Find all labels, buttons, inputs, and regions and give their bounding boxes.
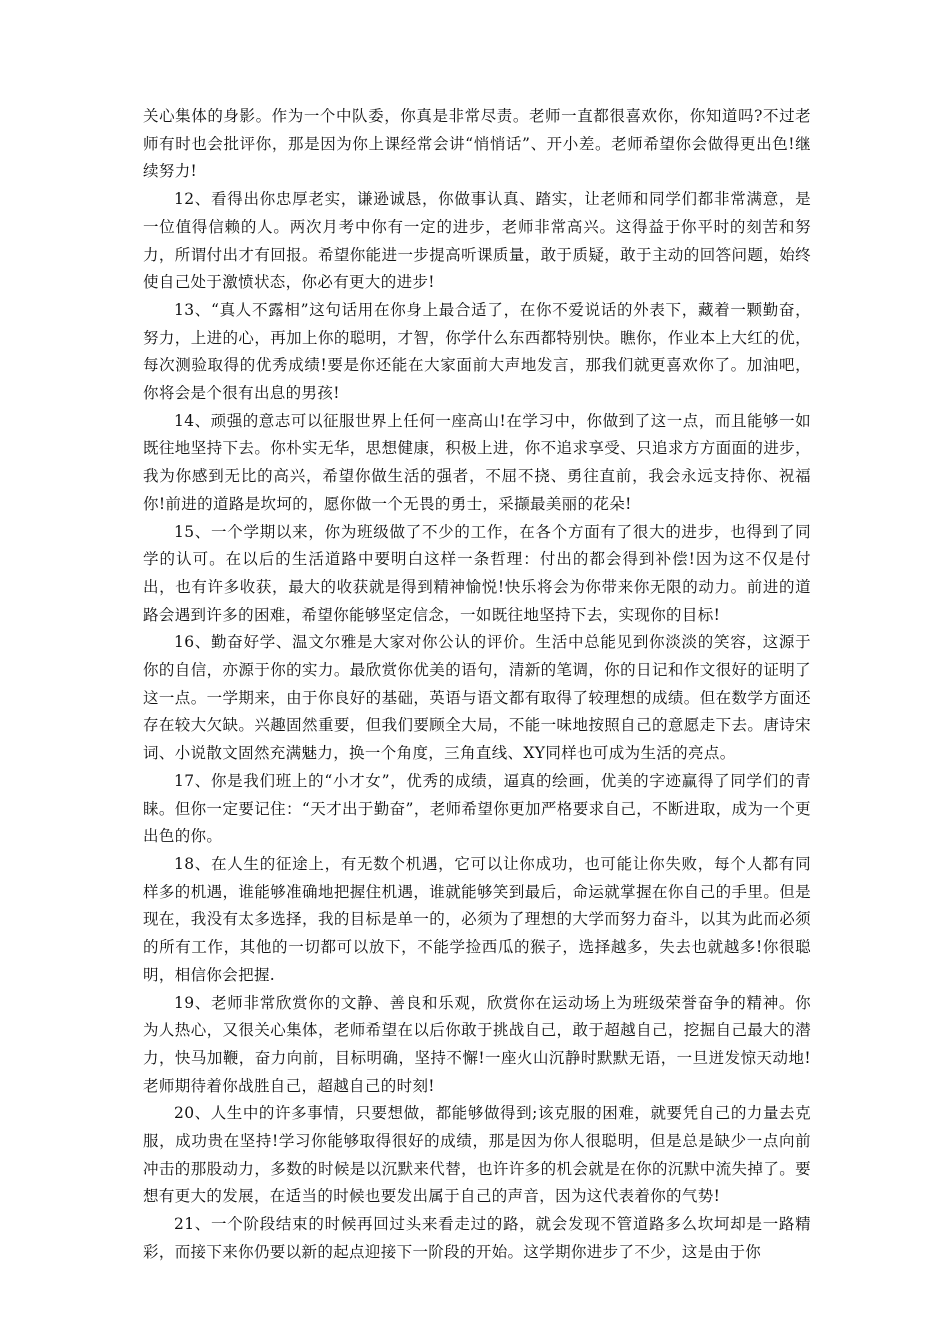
paragraph-continuation: 关心集体的身影。作为一个中队委，你真是非常尽责。老师一直都很喜欢你，你知道吗?不过老师有时也会批评你，那是因为你上课经常会讲“悄悄话”、开小差。老师希望你会做得更出色!继续努力! <box>143 107 811 181</box>
paragraph-13: 13、“真人不露相”这句话用在你身上最合适了，在你不爱说话的外表下，藏着一颗勤奋，努力，上进的心，再加上你的聪明，才智，你学什么东西都特别快。瞧你，作业本上大红的优，每次测验取得的优秀成绩!要是你还能在大家面前大声地发言，那我们就更喜欢你了。加油吧，你将会是个很有出息的男孩! <box>143 300 811 403</box>
paragraph-16: 16、勤奋好学、温文尔雅是大家对你公认的评价。生活中总能见到你淡淡的笑容，这源于你的自信，亦源于你的实力。最欣赏你优美的语句，清新的笔调，你的日记和作文很好的证明了这一点。一学期来，由于你良好的基础，英语与语文都有取得了较理想的成绩。但在数学方面还存在较大欠缺。兴趣固然重要，但我们要顾全大局，不能一味地按照自己的意愿走下去。唐诗宋词、小说散文固然充满魅力，换一个角度，三角直线、XY同样也可成为生活的亮点。 <box>143 633 811 763</box>
paragraph-21: 21、一个阶段结束的时候再回过头来看走过的路，就会发现不管道路多么坎坷却是一路精彩，而接下来你仍要以新的起点迎接下一阶段的开始。这学期你进步了不少，这是由于你 <box>143 1215 811 1261</box>
paragraph-14: 14、顽强的意志可以征服世界上任何一座高山!在学习中，你做到了这一点，而且能够一如既往地坚持下去。你朴实无华，思想健康，积极上进，你不追求享受、只追求方方面面的进步，我为你感到无比的高兴，希望你做生活的强者，不屈不挠、勇往直前，我会永远支持你、祝福你!前进的道路是坎坷的，愿你做一个无畏的勇士，采撷最美丽的花朵! <box>143 411 811 513</box>
paragraph-20: 20、人生中的许多事情，只要想做，都能够做得到;该克服的困难，就要凭自己的力量去克服，成功贵在坚持!学习你能够取得很好的成绩，那是因为你人很聪明，但是总是缺少一点向前冲击的那股动力，多数的时候是以沉默来代替，也许许多的机会就是在你的沉默中流失掉了。要想有更大的发展，在适当的时候也要发出属于自己的声音，因为这代表着你的气势! <box>143 1104 811 1206</box>
document-body <box>143 103 811 1267</box>
paragraph-19: 19、老师非常欣赏你的文静、善良和乐观，欣赏你在运动场上为班级荣誉奋争的精神。你为人热心，又很关心集体，老师希望在以后你敢于挑战自己，敢于超越自己，挖掘自己最大的潜力，快马加鞭，奋力向前，目标明确，坚持不懈!一座火山沉静时默默无语，一旦迸发惊天动地!老师期待着你战胜自己，超越自己的时刻! <box>143 993 811 1095</box>
paragraph-12: 12、看得出你忠厚老实，谦逊诚恳，你做事认真、踏实，让老师和同学们都非常满意，是一位值得信赖的人。两次月考中你有一定的进步，老师非常高兴。这得益于你平时的刻苦和努力，所谓付出才有回报。希望你能进一步提高听课质量，敢于质疑，敢于主动的回答问题，始终使自己处于激愤状态，你必有更大的进步! <box>143 190 811 292</box>
paragraph-18: 18、在人生的征途上，有无数个机遇，它可以让你成功，也可能让你失败，每个人都有同样多的机遇，谁能够准确地把握住机遇，谁就能够笑到最后，命运就掌握在你自己的手里。但是现在，我没有太多选择，我的目标是单一的，必须为了理想的大学而努力奋斗，以其为此而必须的所有工作，其他的一切都可以放下，不能学捡西瓜的猴子，选择越多，失去也就越多!你很聪明，相信你会把握. <box>143 854 811 984</box>
paragraph-15: 15、一个学期以来，你为班级做了不少的工作，在各个方面有了很大的进步，也得到了同学的认可。在以后的生活道路中要明白这样一条哲理：付出的都会得到补偿!因为这不仅是付出，也有许多收获，最大的收获就是得到精神愉悦!快乐将会为你带来你无限的动力。前进的道路会遇到许多的困难，希望你能够坚定信念，一如既往地坚持下去，实现你的目标! <box>143 522 811 624</box>
paragraph-17: 17、你是我们班上的“小才女”，优秀的成绩，逼真的绘画，优美的字迹赢得了同学们的青睐。但你一定要记住：“天才出于勤奋”，老师希望你更加严格要求自己，不断进取，成为一个更出色的你。 <box>143 771 811 846</box>
